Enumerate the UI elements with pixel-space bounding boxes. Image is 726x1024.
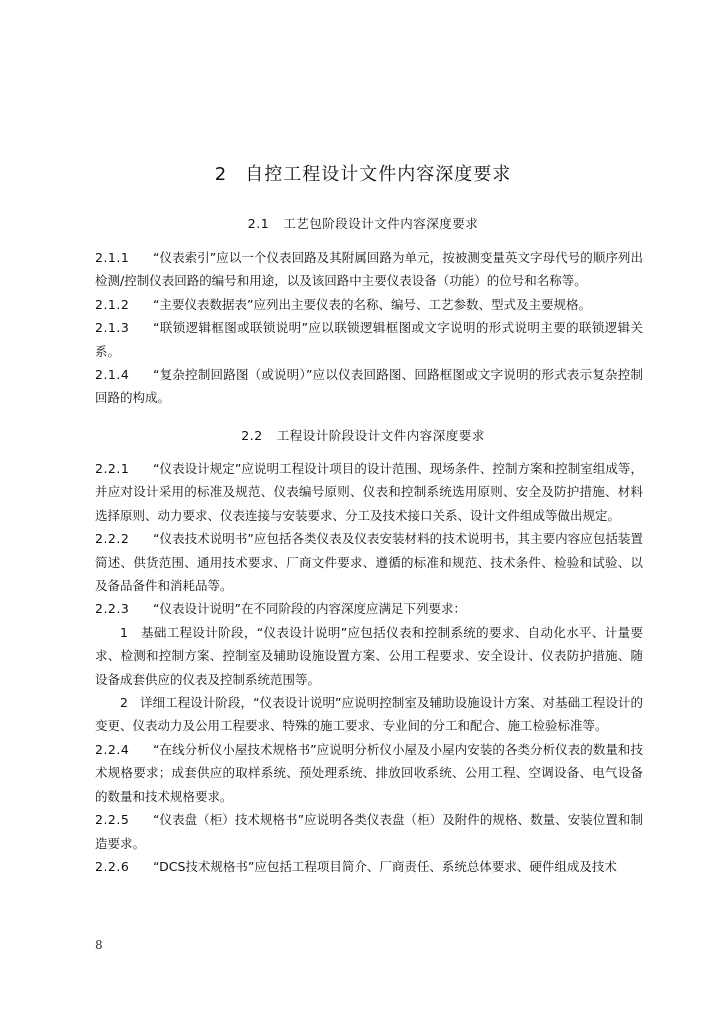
clause-text: “主要仪表数据表”应列出主要仪表的名称、编号、工艺参数、型式及主要规格。 bbox=[153, 296, 591, 312]
clause-number: 2.1.1 bbox=[95, 250, 130, 265]
clause-text: “DCS技术规格书”应包括工程项目简介、厂商责任、系统总体要求、硬件组成及技术 bbox=[153, 858, 617, 874]
clause-number: 2.1.4 bbox=[95, 367, 130, 383]
clause-2-2-2 bbox=[95, 527, 643, 597]
clause-number: 2.2.1 bbox=[95, 461, 130, 476]
section-2-2-body bbox=[95, 457, 643, 878]
clause-2-2-5 bbox=[95, 808, 643, 855]
section-title-2-1 bbox=[0, 214, 726, 232]
clause-text: “仪表设计说明”在不同阶段的内容深度应满足下列要求： bbox=[153, 601, 466, 617]
list-item-text: 基础工程设计阶段，“仪表设计说明”应包括仪表和控制系统的要求、自动化水平、计量要求、检测和控制方案、控制室及辅助设施设置方案、公用工程要求、安全设计、仪表防护措施、随设备成套供应的仪表及控制系统范围等。 bbox=[95, 624, 643, 687]
clause-number: 2.1.2 bbox=[95, 296, 130, 312]
clause-text: “在线分析仪小屋技术规格书”应说明分析仪小屋及小屋内安装的各类分析仪表的数量和技术规格要求；成套供应的取样系统、预处理系统、排放回收系统、公用工程、空调设备、电气设备的数量和技术规格要求。 bbox=[95, 741, 643, 804]
list-item-2 bbox=[95, 691, 643, 738]
section-title-text: 工程设计阶段设计文件内容深度要求 bbox=[276, 428, 485, 443]
clause-2-1-2 bbox=[95, 293, 643, 316]
list-item-1 bbox=[95, 621, 643, 691]
clause-2-2-1 bbox=[95, 457, 643, 527]
chapter-number: 2 bbox=[214, 164, 228, 185]
clause-number: 2.2.6 bbox=[95, 858, 130, 874]
clause-text: “复杂控制回路图（或说明）”应以仪表回路图、回路框图或文字说明的形式表示复杂控制回路的构成。 bbox=[95, 367, 643, 406]
list-item-number: 2 bbox=[120, 695, 128, 711]
clause-number: 2.2.2 bbox=[95, 531, 130, 547]
clause-text: “仪表索引”应以一个仪表回路及其附属回路为单元，按被测变量英文字母代号的顺序列出检测/控制仪表回路的编号和用途，以及该回路中主要仪表设备（功能）的位号和名称等。 bbox=[95, 250, 643, 289]
clause-2-2-6 bbox=[95, 855, 643, 878]
clause-number: 2.2.4 bbox=[95, 741, 130, 757]
clause-2-2-4 bbox=[95, 738, 643, 808]
section-2-1-body bbox=[95, 246, 643, 410]
clause-number: 2.2.3 bbox=[95, 601, 130, 617]
chapter-title bbox=[0, 160, 726, 186]
chapter-title-text: 自控工程设计文件内容深度要求 bbox=[245, 164, 512, 185]
page-number: 8 bbox=[95, 938, 103, 952]
clause-text: “仪表技术说明书”应包括各类仪表及仪表安装材料的技术说明书，其主要内容应包括装置简述、供货范围、通用技术要求、厂商文件要求、遵循的标准和规范、技术条件、检验和试验、以及备品备件和消耗品等。 bbox=[95, 531, 643, 594]
clause-text: “仪表盘（柜）技术规格书”应说明各类仪表盘（柜）及附件的规格、数量、安装位置和制造要求。 bbox=[95, 812, 643, 851]
clause-number: 2.2.5 bbox=[95, 812, 130, 828]
clause-text: “联锁逻辑框图或联锁说明”应以联锁逻辑框图或文字说明的形式说明主要的联锁逻辑关系。 bbox=[95, 320, 643, 359]
clause-2-2-3 bbox=[95, 597, 643, 620]
clause-2-1-1 bbox=[95, 246, 643, 293]
clause-2-1-3 bbox=[95, 316, 643, 363]
list-item-number: 1 bbox=[120, 624, 128, 640]
clause-2-1-4 bbox=[95, 363, 643, 410]
list-item-text: 详细工程设计阶段，“仪表设计说明”应说明控制室及辅助设施设计方案、对基础工程设计的变更、仪表动力及公用工程要求、特殊的施工要求、专业间的分工和配合、施工检验标准等。 bbox=[95, 695, 643, 734]
section-number: 2.1 bbox=[247, 216, 270, 231]
clause-number: 2.1.3 bbox=[95, 320, 130, 336]
section-title-2-2 bbox=[0, 426, 726, 444]
section-number: 2.2 bbox=[241, 428, 263, 443]
section-title-text: 工艺包阶段设计文件内容深度要求 bbox=[283, 216, 479, 231]
clause-text: “仪表设计规定”应说明工程设计项目的设计范围、现场条件、控制方案和控制室组成等，并应对设计采用的标准及规范、仪表编号原则、仪表和控制系统选用原则、安全及防护措施、材料选择原则、动力要求、仪表连接与安装要求、分工及技术接口关系、设计文件组成等做出规定。 bbox=[95, 461, 643, 523]
